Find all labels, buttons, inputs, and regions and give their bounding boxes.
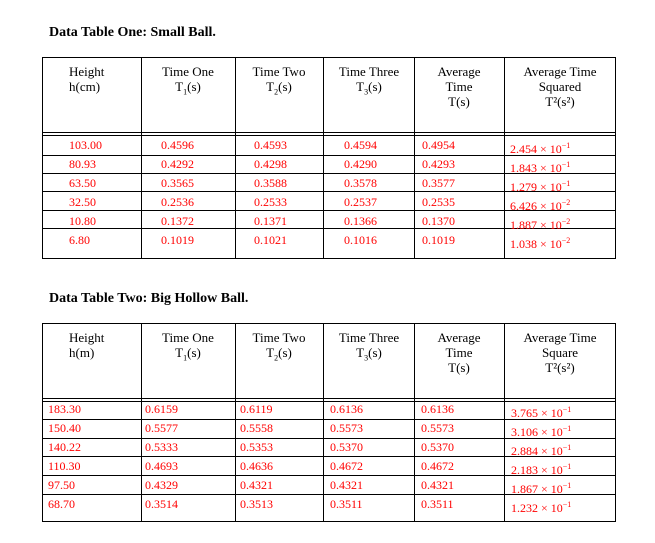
column-header [143, 64, 233, 100]
table-cell: 0.4293 [422, 157, 455, 171]
header-line: Height [69, 64, 105, 79]
exponent: −1 [562, 500, 572, 509]
header-subscript: 3 [364, 353, 369, 363]
header-line: $T_2(s)$ [266, 345, 292, 363]
header-line: $T_3(s)$ [356, 345, 382, 363]
table-cell: 0.4693 [145, 459, 178, 473]
table-cell: 140.22 [48, 440, 81, 454]
column-header [325, 330, 413, 366]
table-cell: 0.5558 [240, 421, 273, 435]
header-line: Squared [538, 79, 582, 94]
table-cell: 68.70 [48, 497, 75, 511]
table-cell: 0.4596 [161, 138, 194, 152]
header-line: Time One [162, 330, 214, 345]
table-cell: 0.4321 [421, 478, 454, 492]
squared-time-cell: $2.454 \times 10^{-1}$ [510, 141, 571, 156]
column-header [237, 330, 321, 366]
header-line: Average Time [523, 330, 597, 345]
table-cell: 0.4954 [422, 138, 455, 152]
squared-time-cell: $1.232 \times 10^{-1}$ [511, 500, 572, 515]
header-line: Time Two [252, 330, 306, 345]
header-line: Time [445, 345, 473, 360]
squared-time-cell: $3.106 \times 10^{-1}$ [511, 424, 572, 439]
data-table-one [42, 57, 616, 259]
table-cell: 150.40 [48, 421, 81, 435]
table-cell: 0.1372 [161, 214, 194, 228]
table-cell: 0.4290 [344, 157, 377, 171]
table-cell: 0.1021 [254, 233, 287, 247]
table-cell: 0.4321 [330, 478, 363, 492]
table-cell: 0.1016 [344, 233, 377, 247]
table-cell: 0.3578 [344, 176, 377, 190]
table-cell: 0.2533 [254, 195, 287, 209]
table-cell: 0.1366 [344, 214, 377, 228]
squared-time-cell: $6.426 \times 10^{-2}$ [510, 198, 571, 213]
exponent: −1 [561, 160, 571, 169]
header-subscript: 3 [364, 87, 369, 97]
header-line: $T_1(s)$ [175, 79, 201, 97]
table-cell: 0.1371 [254, 214, 287, 228]
header-line: $T_3(s)$ [356, 79, 382, 97]
data-table-two [42, 323, 616, 522]
header-line: Time One [162, 64, 214, 79]
table-cell: 0.3577 [422, 176, 455, 190]
table-cell: 0.5370 [421, 440, 454, 454]
header-subscript: 2 [274, 87, 279, 97]
column-header [143, 330, 233, 366]
table-cell: 103.00 [69, 138, 102, 152]
row-divider [43, 398, 615, 399]
table-cell: 0.3514 [145, 497, 178, 511]
table-cell: 0.2535 [422, 195, 455, 209]
row-divider [43, 135, 615, 136]
table-cell: 80.93 [69, 157, 96, 171]
header-line: h(m) [69, 345, 95, 360]
table-cell: 6.80 [69, 233, 90, 247]
header-line: Square [541, 345, 579, 360]
exponent: −1 [562, 462, 572, 471]
table-cell: 183.30 [48, 402, 81, 416]
header-line: T(s) [448, 94, 470, 109]
table-cell: 0.5370 [330, 440, 363, 454]
table-one-title: Data Table One: Small Ball. [49, 25, 216, 40]
column-divider [504, 324, 505, 521]
table-cell: 0.6119 [240, 402, 273, 416]
column-header [237, 64, 321, 100]
table-cell: 0.2537 [344, 195, 377, 209]
exponent: −1 [562, 424, 572, 433]
column-header [506, 64, 614, 109]
table-cell: 0.3511 [330, 497, 363, 511]
table-cell: 0.5577 [145, 421, 178, 435]
table-cell: 0.6159 [145, 402, 178, 416]
header-line: Height [69, 330, 105, 345]
table-two-title: Data Table Two: Big Hollow Ball. [49, 291, 249, 306]
table-cell: 0.4672 [421, 459, 454, 473]
table-cell: 32.50 [69, 195, 96, 209]
row-divider [43, 132, 615, 133]
table-cell: 0.4321 [240, 478, 273, 492]
squared-time-cell: $1.038 \times 10^{-2}$ [510, 236, 571, 251]
column-header [69, 64, 139, 94]
table-cell: 0.6136 [421, 402, 454, 416]
header-line: $T_2(s)$ [266, 79, 292, 97]
exponent: −1 [562, 405, 572, 414]
exponent: −1 [562, 443, 572, 452]
column-divider [141, 324, 142, 521]
table-cell: 0.3588 [254, 176, 287, 190]
header-line: Time [445, 79, 473, 94]
table-cell: 0.4636 [240, 459, 273, 473]
header-line: T(s) [448, 360, 470, 375]
squared-time-cell: $1.887 \times 10^{-2}$ [510, 217, 571, 232]
header-line: Time Two [252, 64, 306, 79]
header-subscript: 1 [183, 87, 188, 97]
table-cell: 0.4672 [330, 459, 363, 473]
table-cell: 0.4292 [161, 157, 194, 171]
header-line: Average [437, 330, 481, 345]
exponent: −1 [561, 141, 571, 150]
table-cell: 0.5573 [330, 421, 363, 435]
table-cell: 0.4594 [344, 138, 377, 152]
table-cell: 0.3513 [240, 497, 273, 511]
column-divider [323, 324, 324, 521]
table-cell: 10.80 [69, 214, 96, 228]
squared-time-cell: $1.279 \times 10^{-1}$ [510, 179, 571, 194]
header-line: $T_1(s)$ [175, 345, 201, 363]
table-cell: 0.1370 [422, 214, 455, 228]
header-line: T²(s²) [545, 360, 575, 375]
table-cell: 0.1019 [161, 233, 194, 247]
column-header [506, 330, 614, 375]
table-cell: 0.4298 [254, 157, 287, 171]
table-cell: 0.4593 [254, 138, 287, 152]
table-cell: 110.30 [48, 459, 81, 473]
squared-time-cell: $1.867 \times 10^{-1}$ [511, 481, 572, 496]
table-cell: 0.3565 [161, 176, 194, 190]
column-header [416, 330, 502, 375]
table-cell: 0.5333 [145, 440, 178, 454]
table-cell: 0.5573 [421, 421, 454, 435]
squared-time-cell: $1.843 \times 10^{-1}$ [510, 160, 571, 175]
column-divider [414, 324, 415, 521]
table-cell: 0.6136 [330, 402, 363, 416]
table-cell: 0.2536 [161, 195, 194, 209]
header-subscript: 2 [274, 353, 279, 363]
exponent: −2 [561, 198, 571, 207]
header-line: T²(s²) [545, 94, 575, 109]
column-header [416, 64, 502, 109]
column-header [325, 64, 413, 100]
table-cell: 63.50 [69, 176, 96, 190]
header-line: h(cm) [69, 79, 101, 94]
table-cell: 0.1019 [422, 233, 455, 247]
exponent: −2 [561, 236, 571, 245]
header-line: Average Time [523, 64, 597, 79]
exponent: −1 [562, 481, 572, 490]
table-cell: 0.5353 [240, 440, 273, 454]
exponent: −2 [561, 217, 571, 226]
header-line: Time Three [338, 64, 400, 79]
squared-time-cell: $3.765 \times 10^{-1}$ [511, 405, 572, 420]
squared-time-cell: $2.183 \times 10^{-1}$ [511, 462, 572, 477]
exponent: −1 [561, 179, 571, 188]
header-line: Time Three [338, 330, 400, 345]
table-cell: 97.50 [48, 478, 75, 492]
column-divider [235, 324, 236, 521]
header-line: Average [437, 64, 481, 79]
squared-time-cell: $2.884 \times 10^{-1}$ [511, 443, 572, 458]
column-header [69, 330, 139, 360]
table-cell: 0.3511 [421, 497, 454, 511]
header-subscript: 1 [183, 353, 188, 363]
table-cell: 0.4329 [145, 478, 178, 492]
